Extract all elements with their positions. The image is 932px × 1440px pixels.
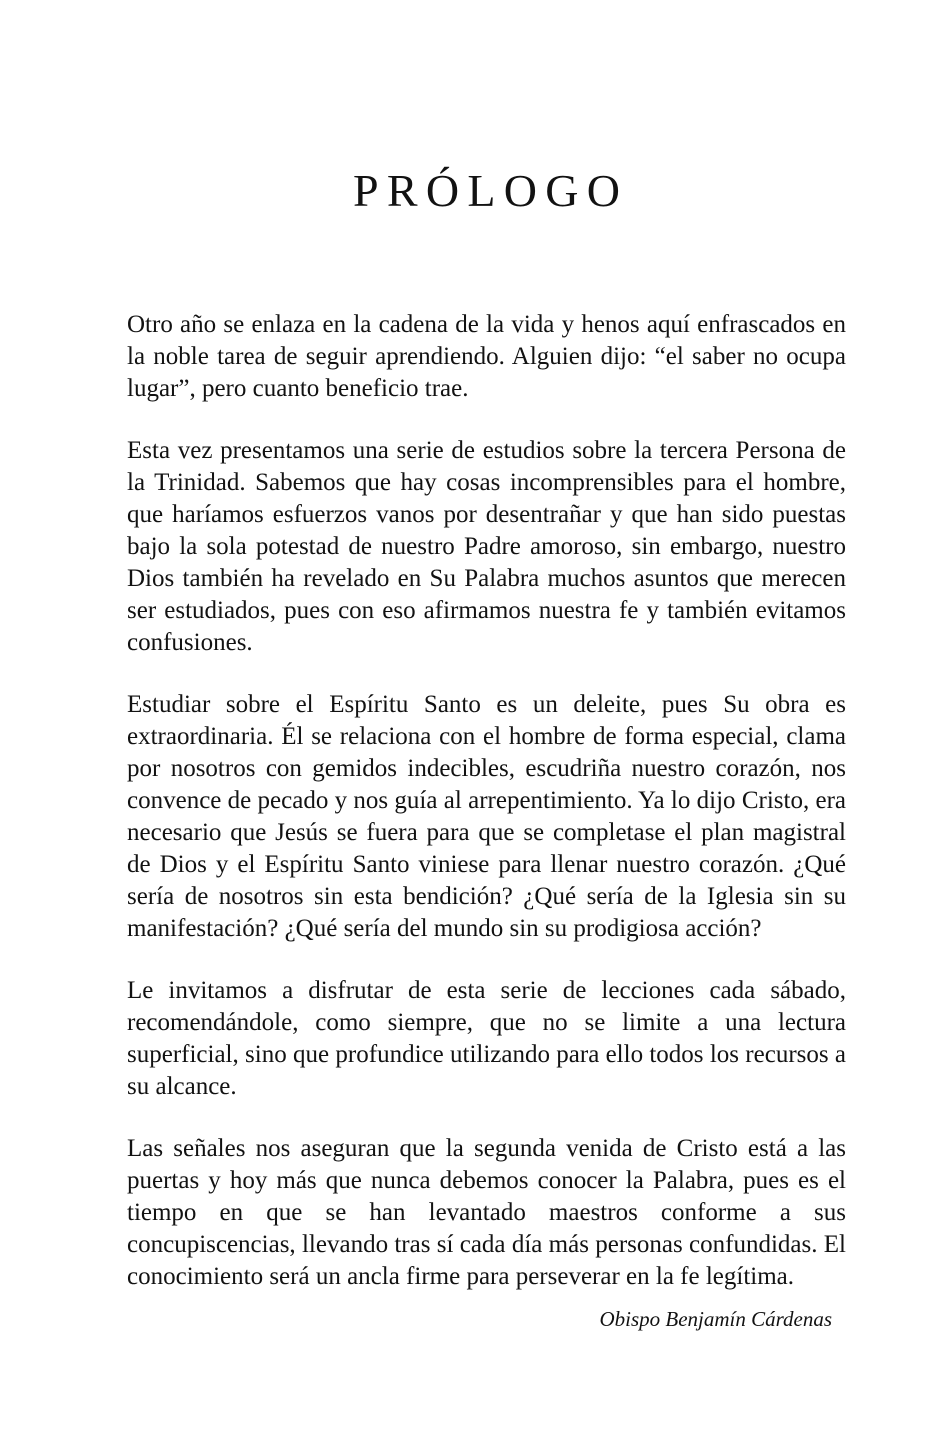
body-text bbox=[127, 309, 846, 1293]
paragraph-4: Le invitamos a disfrutar de esta serie de lecciones cada sábado, recomendándole, como siempre, que no se limite a una lectura superficial, sino que profundice utilizando para ello todos los recursos a su alcance. bbox=[127, 977, 846, 1100]
paragraph-2: Esta vez presentamos una serie de estudios sobre la tercera Persona de la Trinidad. Sabemos que hay cosas incomprensibles para el hombre, que haríamos esfuerzos vanos por desentrañar y que han sido puestas bajo la sola potestad de nuestro Padre amoroso, sin embargo, nuestro Dios también ha revelado en Su Palabra muchos asuntos que merecen ser estudiados, pues con eso afirmamos nuestra fe y también evitamos confusiones. bbox=[127, 437, 846, 656]
paragraph-5: Las señales nos aseguran que la segunda venida de Cristo está a las puertas y hoy más que nunca debemos conocer la Palabra, pues es el tiempo en que se han levantado maestros conforme a sus concupiscencias, llevando tras sí cada día más personas confundidas. El conocimiento será un ancla firme para perseverar en la fe legítima. bbox=[127, 1135, 846, 1290]
page-title: PRÓLOGO bbox=[353, 165, 629, 216]
author-signature: Obispo Benjamín Cárdenas bbox=[599, 1307, 832, 1331]
paragraph-3: Estudiar sobre el Espíritu Santo es un deleite, pues Su obra es extraordinaria. Él se relaciona con el hombre de forma especial, clama por nosotros con gemidos indecibles, escudriña nuestro corazón, nos convence de pecado y nos guía al arrepentimiento. Ya lo dijo Cristo, era necesario que Jesús se fuera para que se completase el plan magistral de Dios y el Espíritu Santo viniese para llenar nuestro corazón. ¿Qué sería de nosotros sin esta bendición? ¿Qué sería de la Iglesia sin su manifestación? ¿Qué sería del mundo sin su prodigiosa acción? bbox=[127, 691, 846, 942]
paragraph-1: Otro año se enlaza en la cadena de la vida y henos aquí enfrascados en la noble tarea de seguir aprendiendo. Alguien dijo: “el saber no ocupa lugar”, pero cuanto beneficio trae. bbox=[127, 311, 846, 402]
